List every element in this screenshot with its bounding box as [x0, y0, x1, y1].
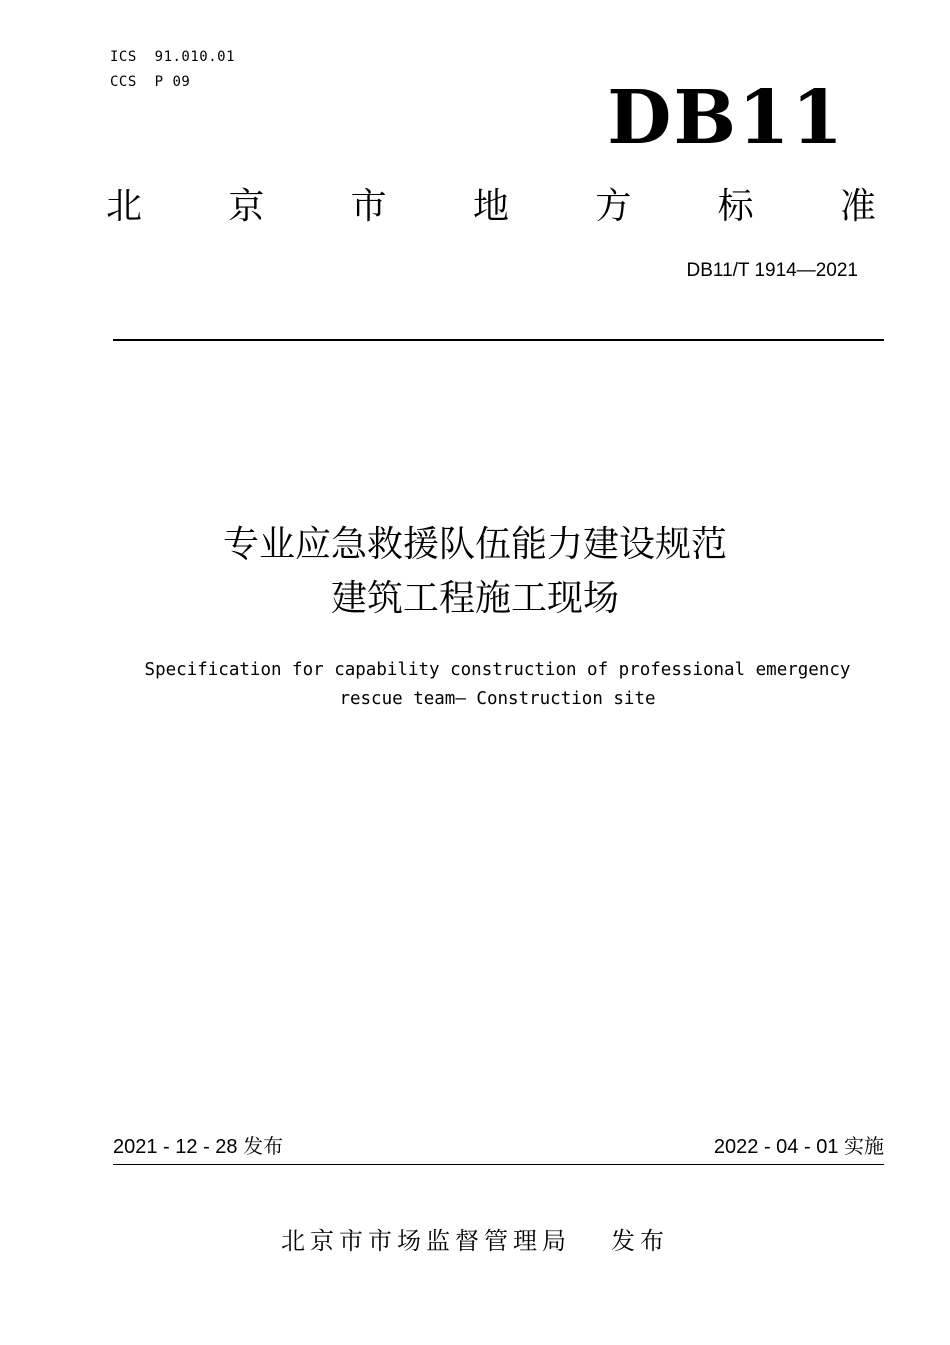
standard-type-char: 方	[595, 186, 632, 227]
document-title	[0, 518, 950, 626]
publisher	[0, 1224, 950, 1258]
standard-type	[106, 182, 876, 232]
title-line-1: 专业应急救援队伍能力建设规范	[222, 524, 727, 565]
english-title	[100, 656, 895, 714]
implementation-date: 2022 - 04 - 01 实施	[713, 1136, 884, 1158]
standard-type-char: 北	[106, 186, 143, 227]
date-row	[113, 1133, 884, 1161]
standard-type-char: 市	[350, 186, 387, 227]
standard-type-char: 准	[839, 186, 876, 227]
english-title-line-2: rescue team— Construction site	[339, 689, 656, 709]
standard-type-char: 京	[228, 186, 265, 227]
publisher-action: 发布	[611, 1227, 669, 1255]
bottom-divider	[113, 1164, 884, 1165]
title-line-2: 建筑工程施工现场	[330, 578, 619, 619]
standard-number: DB11/T 1914—2021	[686, 260, 858, 281]
ccs-code: CCS P 09	[110, 74, 191, 90]
publisher-name: 北京市市场监督管理局	[281, 1227, 571, 1255]
standard-type-char: 地	[472, 186, 509, 227]
english-title-line-1: Specification for capability construction of professional emergency	[144, 660, 851, 680]
classification-codes	[110, 45, 235, 95]
issue-date: 2021 - 12 - 28 发布	[113, 1136, 284, 1158]
ics-code: ICS 91.010.01	[110, 49, 236, 65]
top-divider	[113, 339, 884, 341]
standard-type-char: 标	[717, 186, 754, 227]
db11-logo: DB11	[607, 75, 845, 161]
